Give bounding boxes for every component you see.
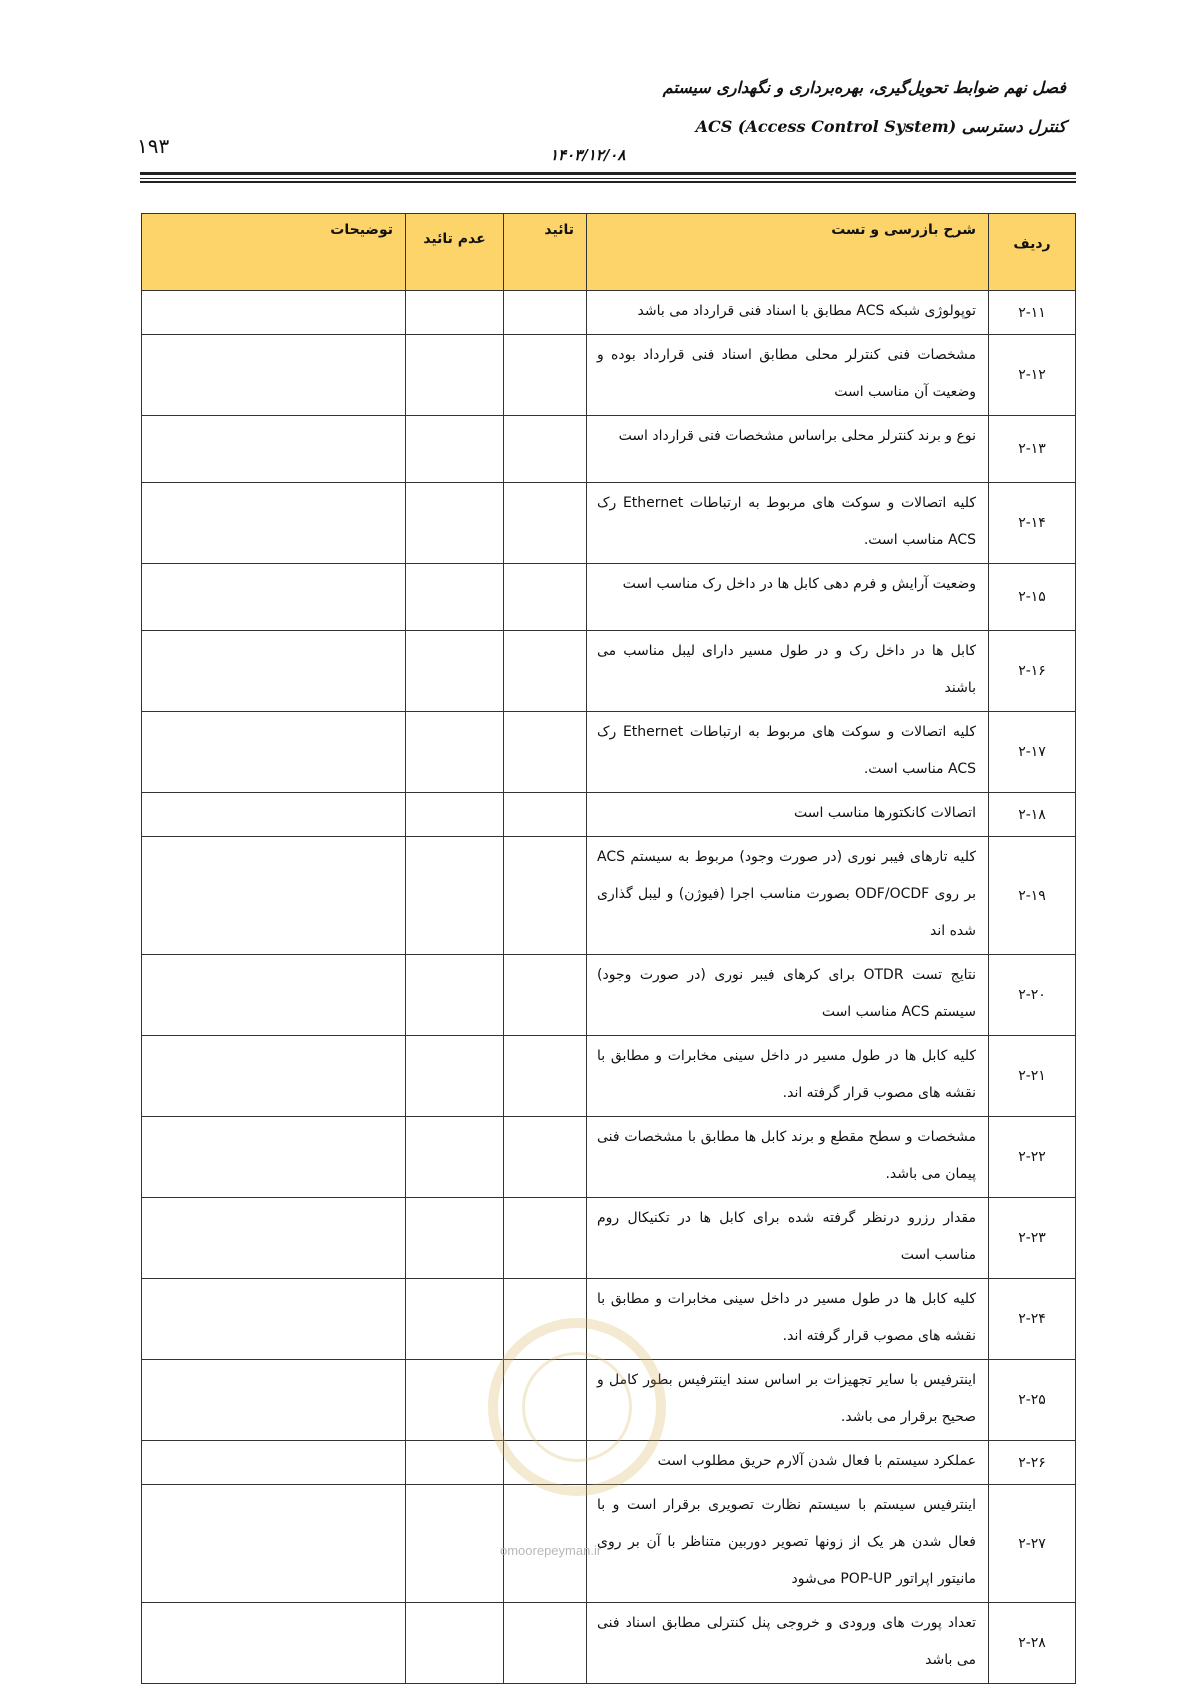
header-rule xyxy=(140,172,1076,175)
table-row xyxy=(142,1198,1076,1279)
row-number: ۲-۱۵ xyxy=(989,564,1076,631)
notes-cell[interactable] xyxy=(142,1360,406,1441)
row-description: اینترفیس سیستم با سیستم نظارت تصویری برقرار است و با فعال شدن هر یک از زونها تصویر دوربین متناظر با آن بر روی مانیتور اپراتور POP-UP می‌شود xyxy=(587,1485,989,1603)
row-description: نتایج تست OTDR برای کرهای فیبر نوری (در صورت وجود) سیستم ACS مناسب است xyxy=(587,955,989,1036)
row-description: کلیه اتصالات و سوکت های مربوط به ارتباطات Ethernet رک ACS مناسب است. xyxy=(587,483,989,564)
notes-cell[interactable] xyxy=(142,1441,406,1485)
row-number: ۲-۱۴ xyxy=(989,483,1076,564)
approve-cell[interactable] xyxy=(504,837,587,955)
notes-cell[interactable] xyxy=(142,1117,406,1198)
row-number: ۲-۱۷ xyxy=(989,712,1076,793)
notes-cell[interactable] xyxy=(142,1485,406,1603)
table-row xyxy=(142,793,1076,837)
header-notes: توضیحات xyxy=(142,214,406,291)
notes-cell[interactable] xyxy=(142,1036,406,1117)
row-description: کابل ها در داخل رک و در طول مسیر دارای لیبل مناسب می باشند xyxy=(587,631,989,712)
header-description: شرح بازرسی و تست xyxy=(587,214,989,291)
system-title: کنترل دسترسی ACS (Access Control System) xyxy=(695,117,1066,136)
page-number: ۱۹۳ xyxy=(137,134,170,158)
table-row xyxy=(142,1485,1076,1603)
notes-cell[interactable] xyxy=(142,564,406,631)
watermark-url: omoorepeyman.ir xyxy=(500,1543,602,1558)
row-number: ۲-۱۶ xyxy=(989,631,1076,712)
reject-cell[interactable] xyxy=(406,793,504,837)
table-header-row xyxy=(142,214,1076,291)
table-row xyxy=(142,1603,1076,1684)
row-description: توپولوژی شبکه ACS مطابق با اسناد فنی قرارداد می باشد xyxy=(587,291,989,335)
table-row xyxy=(142,416,1076,483)
header-reject: عدم تائید xyxy=(406,214,504,291)
reject-cell[interactable] xyxy=(406,335,504,416)
reject-cell[interactable] xyxy=(406,1279,504,1360)
row-description: مقدار رزرو درنظر گرفته شده برای کابل ها در تکنیکال روم مناسب است xyxy=(587,1198,989,1279)
notes-cell[interactable] xyxy=(142,793,406,837)
row-number: ۲-۱۸ xyxy=(989,793,1076,837)
notes-cell[interactable] xyxy=(142,631,406,712)
seal-watermark xyxy=(488,1318,666,1496)
reject-cell[interactable] xyxy=(406,483,504,564)
row-description: اتصالات کانکتورها مناسب است xyxy=(587,793,989,837)
row-number: ۲-۱۹ xyxy=(989,837,1076,955)
row-description: کلیه کابل ها در طول مسیر در داخل سینی مخابرات و مطابق با نقشه های مصوب قرار گرفته اند. xyxy=(587,1279,989,1360)
row-number: ۲-۲۵ xyxy=(989,1360,1076,1441)
row-number: ۲-۲۱ xyxy=(989,1036,1076,1117)
reject-cell[interactable] xyxy=(406,1198,504,1279)
approve-cell[interactable] xyxy=(504,1117,587,1198)
table-row xyxy=(142,837,1076,955)
header-approve: تائید xyxy=(504,214,587,291)
notes-cell[interactable] xyxy=(142,837,406,955)
header-row-number: ردیف xyxy=(989,214,1076,291)
row-number: ۲-۲۶ xyxy=(989,1441,1076,1485)
notes-cell[interactable] xyxy=(142,712,406,793)
reject-cell[interactable] xyxy=(406,631,504,712)
table-row xyxy=(142,483,1076,564)
row-description: تعداد پورت های ورودی و خروجی پنل کنترلی مطابق اسناد فنی می باشد xyxy=(587,1603,989,1684)
row-description: کلیه کابل ها در طول مسیر در داخل سینی مخابرات و مطابق با نقشه های مصوب قرار گرفته اند. xyxy=(587,1036,989,1117)
approve-cell[interactable] xyxy=(504,483,587,564)
row-description: مشخصات فنی کنترلر محلی مطابق اسناد فنی قرارداد بوده و وضعیت آن مناسب است xyxy=(587,335,989,416)
row-number: ۲-۲۸ xyxy=(989,1603,1076,1684)
row-description: کلیه تارهای فیبر نوری (در صورت وجود) مربوط به سیستم ACS بر روی ODF/OCDF بصورت مناسب اجرا (فیوژن) و لیبل گذاری شده اند xyxy=(587,837,989,955)
row-number: ۲-۲۲ xyxy=(989,1117,1076,1198)
notes-cell[interactable] xyxy=(142,1198,406,1279)
approve-cell[interactable] xyxy=(504,335,587,416)
row-number: ۲-۱۱ xyxy=(989,291,1076,335)
table-row xyxy=(142,955,1076,1036)
notes-cell[interactable] xyxy=(142,335,406,416)
row-description: مشخصات و سطح مقطع و برند کابل ها مطابق با مشخصات فنی پیمان می باشد. xyxy=(587,1117,989,1198)
notes-cell[interactable] xyxy=(142,416,406,483)
approve-cell[interactable] xyxy=(504,1603,587,1684)
row-number: ۲-۲۳ xyxy=(989,1198,1076,1279)
reject-cell[interactable] xyxy=(406,955,504,1036)
notes-cell[interactable] xyxy=(142,1603,406,1684)
reject-cell[interactable] xyxy=(406,837,504,955)
notes-cell[interactable] xyxy=(142,291,406,335)
approve-cell[interactable] xyxy=(504,1198,587,1279)
row-description: نوع و برند کنترلر محلی براساس مشخصات فنی قرارداد است xyxy=(587,416,989,483)
approve-cell[interactable] xyxy=(504,416,587,483)
row-number: ۲-۲۰ xyxy=(989,955,1076,1036)
document-date: ۱۴۰۳/۱۲/۰۸ xyxy=(550,146,626,164)
notes-cell[interactable] xyxy=(142,1279,406,1360)
approve-cell[interactable] xyxy=(504,793,587,837)
table-row xyxy=(142,1117,1076,1198)
header-rule xyxy=(140,178,1076,179)
table-row xyxy=(142,564,1076,631)
table-row xyxy=(142,712,1076,793)
approve-cell[interactable] xyxy=(504,955,587,1036)
reject-cell[interactable] xyxy=(406,291,504,335)
reject-cell[interactable] xyxy=(406,712,504,793)
row-number: ۲-۲۷ xyxy=(989,1485,1076,1603)
approve-cell[interactable] xyxy=(504,712,587,793)
reject-cell[interactable] xyxy=(406,1603,504,1684)
row-description: کلیه اتصالات و سوکت های مربوط به ارتباطات Ethernet رک ACS مناسب است. xyxy=(587,712,989,793)
row-number: ۲-۲۴ xyxy=(989,1279,1076,1360)
reject-cell[interactable] xyxy=(406,1036,504,1117)
reject-cell[interactable] xyxy=(406,416,504,483)
chapter-title: فصل نهم ضوابط تحویل‌گیری، بهره‌برداری و نگهداری سیستم xyxy=(662,78,1066,97)
table-row xyxy=(142,1036,1076,1117)
row-description: وضعیت آرایش و فرم دهی کابل ها در داخل رک مناسب است xyxy=(587,564,989,631)
reject-cell[interactable] xyxy=(406,1117,504,1198)
approve-cell[interactable] xyxy=(504,564,587,631)
row-description: عملکرد سیستم با فعال شدن آلارم حریق مطلوب است xyxy=(587,1441,989,1485)
notes-cell[interactable] xyxy=(142,955,406,1036)
reject-cell[interactable] xyxy=(406,1485,504,1603)
row-number: ۲-۱۳ xyxy=(989,416,1076,483)
header-rule xyxy=(140,181,1076,183)
row-description: اینترفیس با سایر تجهیزات بر اساس سند اینترفیس بطور کامل و صحیح برقرار می باشد. xyxy=(587,1360,989,1441)
approve-cell[interactable] xyxy=(504,631,587,712)
table-row xyxy=(142,291,1076,335)
row-number: ۲-۱۲ xyxy=(989,335,1076,416)
approve-cell[interactable] xyxy=(504,291,587,335)
table-row xyxy=(142,631,1076,712)
notes-cell[interactable] xyxy=(142,483,406,564)
reject-cell[interactable] xyxy=(406,564,504,631)
reject-cell[interactable] xyxy=(406,1441,504,1485)
approve-cell[interactable] xyxy=(504,1036,587,1117)
table-row xyxy=(142,335,1076,416)
